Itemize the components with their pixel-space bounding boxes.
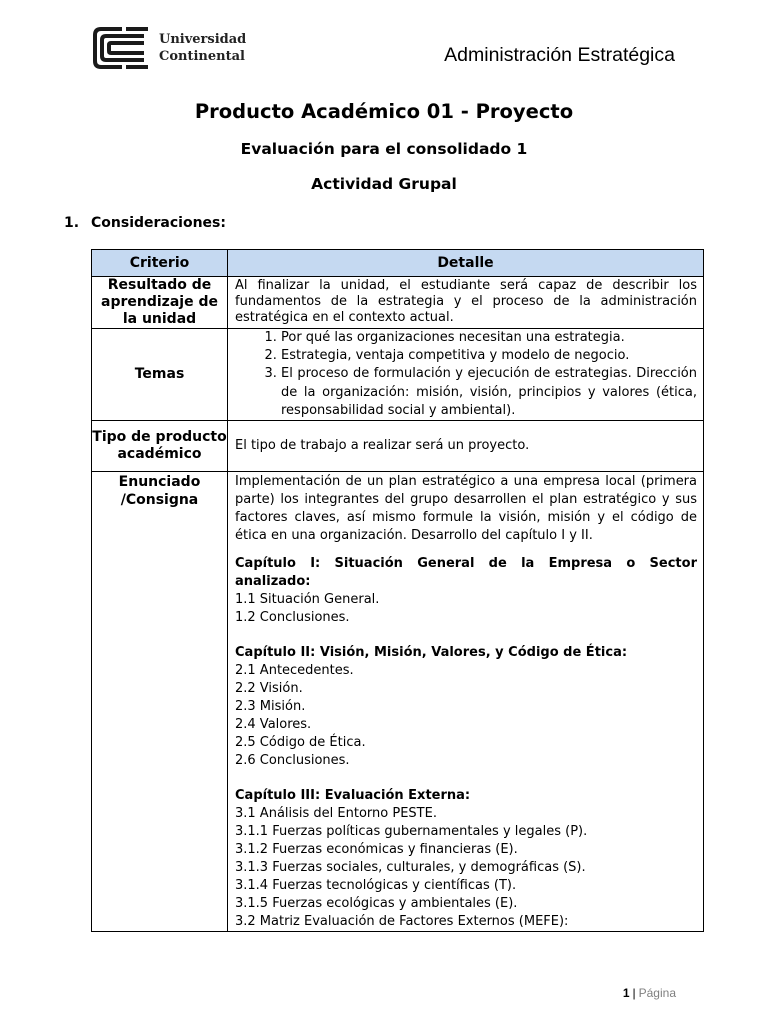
- university-name-line1: Universidad: [159, 32, 247, 47]
- list-item: 2.1 Antecedentes.: [235, 663, 354, 679]
- detalle-temas: [228, 329, 704, 421]
- section-heading: [64, 215, 226, 231]
- temas-list: [235, 329, 697, 420]
- list-item: 1. Por qué las organizaciones necesitan una estrategia.: [281, 329, 697, 347]
- header-criterio: Criterio: [92, 250, 228, 277]
- list-item: 3.1.1 Fuerzas políticas gubernamentales y legales (P).: [235, 824, 588, 840]
- list-item: 2.4 Valores.: [235, 717, 312, 733]
- table-row: [92, 329, 704, 421]
- section-label: Consideraciones:: [91, 215, 226, 231]
- chapter-3-title: Capítulo III: Evaluación Externa:: [235, 788, 471, 804]
- document-subtitle: Evaluación para el consolidado 1: [240, 140, 528, 158]
- list-item: 2.3 Misión.: [235, 699, 306, 715]
- chapter-1-title: Capítulo I: Situación General de la Empresa o Sector analizado:: [235, 556, 697, 590]
- page-number: 1: [622, 986, 630, 1000]
- list-item: 1.2 Conclusiones.: [235, 610, 350, 626]
- list-item: 3.2 Matriz Evaluación de Factores Externos (MEFE):: [235, 914, 569, 930]
- criterio-temas: Temas: [92, 329, 228, 421]
- criterio-enunciado: Enunciado /Consigna: [92, 472, 228, 932]
- course-title: Administración Estratégica: [444, 44, 675, 66]
- header-detalle: Detalle: [228, 250, 704, 277]
- list-item: 3.1.5 Fuerzas ecológicas y ambientales (E).: [235, 896, 518, 912]
- university-name-line2: Continental: [159, 49, 245, 64]
- page-footer: [623, 986, 676, 1000]
- table-header-row: [92, 250, 704, 277]
- detalle-resultado: Al finalizar la unidad, el estudiante será capaz de describir los fundamentos de la estrategia y el proceso de la administración estratégica en el contexto actual.: [228, 277, 704, 329]
- document-title: Producto Académico 01 - Proyecto: [194, 100, 574, 123]
- footer-separator: |: [632, 986, 636, 1000]
- university-logo: [92, 26, 246, 70]
- list-item: 3.1.3 Fuerzas sociales, culturales, y demográficas (S).: [235, 860, 586, 876]
- list-item: 3. El proceso de formulación y ejecución de estrategias. Dirección de la organización: misión, visión, principios y valores (ética, responsabilidad social y ambiental).: [281, 365, 697, 420]
- page-word: Página: [638, 986, 676, 1000]
- table-row: [92, 472, 704, 932]
- list-item: 3.1.2 Fuerzas económicas y financieras (E).: [235, 842, 518, 858]
- section-number: 1.: [64, 215, 80, 231]
- list-item: 3.1 Análisis del Entorno PESTE.: [235, 806, 437, 822]
- university-name: [159, 31, 246, 65]
- criterio-tipo: Tipo de producto académico: [92, 421, 228, 472]
- criterio-resultado: Resultado de aprendizaje de la unidad: [92, 277, 228, 329]
- list-item: 2.6 Conclusiones.: [235, 753, 350, 769]
- detalle-tipo: El tipo de trabajo a realizar será un proyecto.: [228, 421, 704, 472]
- table-row: [92, 421, 704, 472]
- chapter-2-title: Capítulo II: Visión, Misión, Valores, y Código de Ética:: [235, 645, 628, 661]
- list-item: 2.2 Visión.: [235, 681, 303, 697]
- list-item: 1.1 Situación General.: [235, 592, 380, 608]
- list-item: 2.5 Código de Ética.: [235, 735, 366, 751]
- considerations-table: [91, 249, 704, 932]
- list-item: 2. Estrategia, ventaja competitiva y modelo de negocio.: [281, 347, 697, 365]
- university-logo-icon: [92, 26, 150, 70]
- enunciado-intro: Implementación de un plan estratégico a una empresa local (primera parte) los integrantes del grupo desarrollen el plan estratégico y sus factores claves, así mismo formule la visión, misión y el código de ética en una organización. Desarrollo del capítulo I y II.: [235, 474, 697, 544]
- table-row: [92, 277, 704, 329]
- detalle-enunciado: [228, 472, 704, 932]
- list-item: 3.1.4 Fuerzas tecnológicas y científicas (T).: [235, 878, 517, 894]
- activity-type: Actividad Grupal: [311, 175, 457, 193]
